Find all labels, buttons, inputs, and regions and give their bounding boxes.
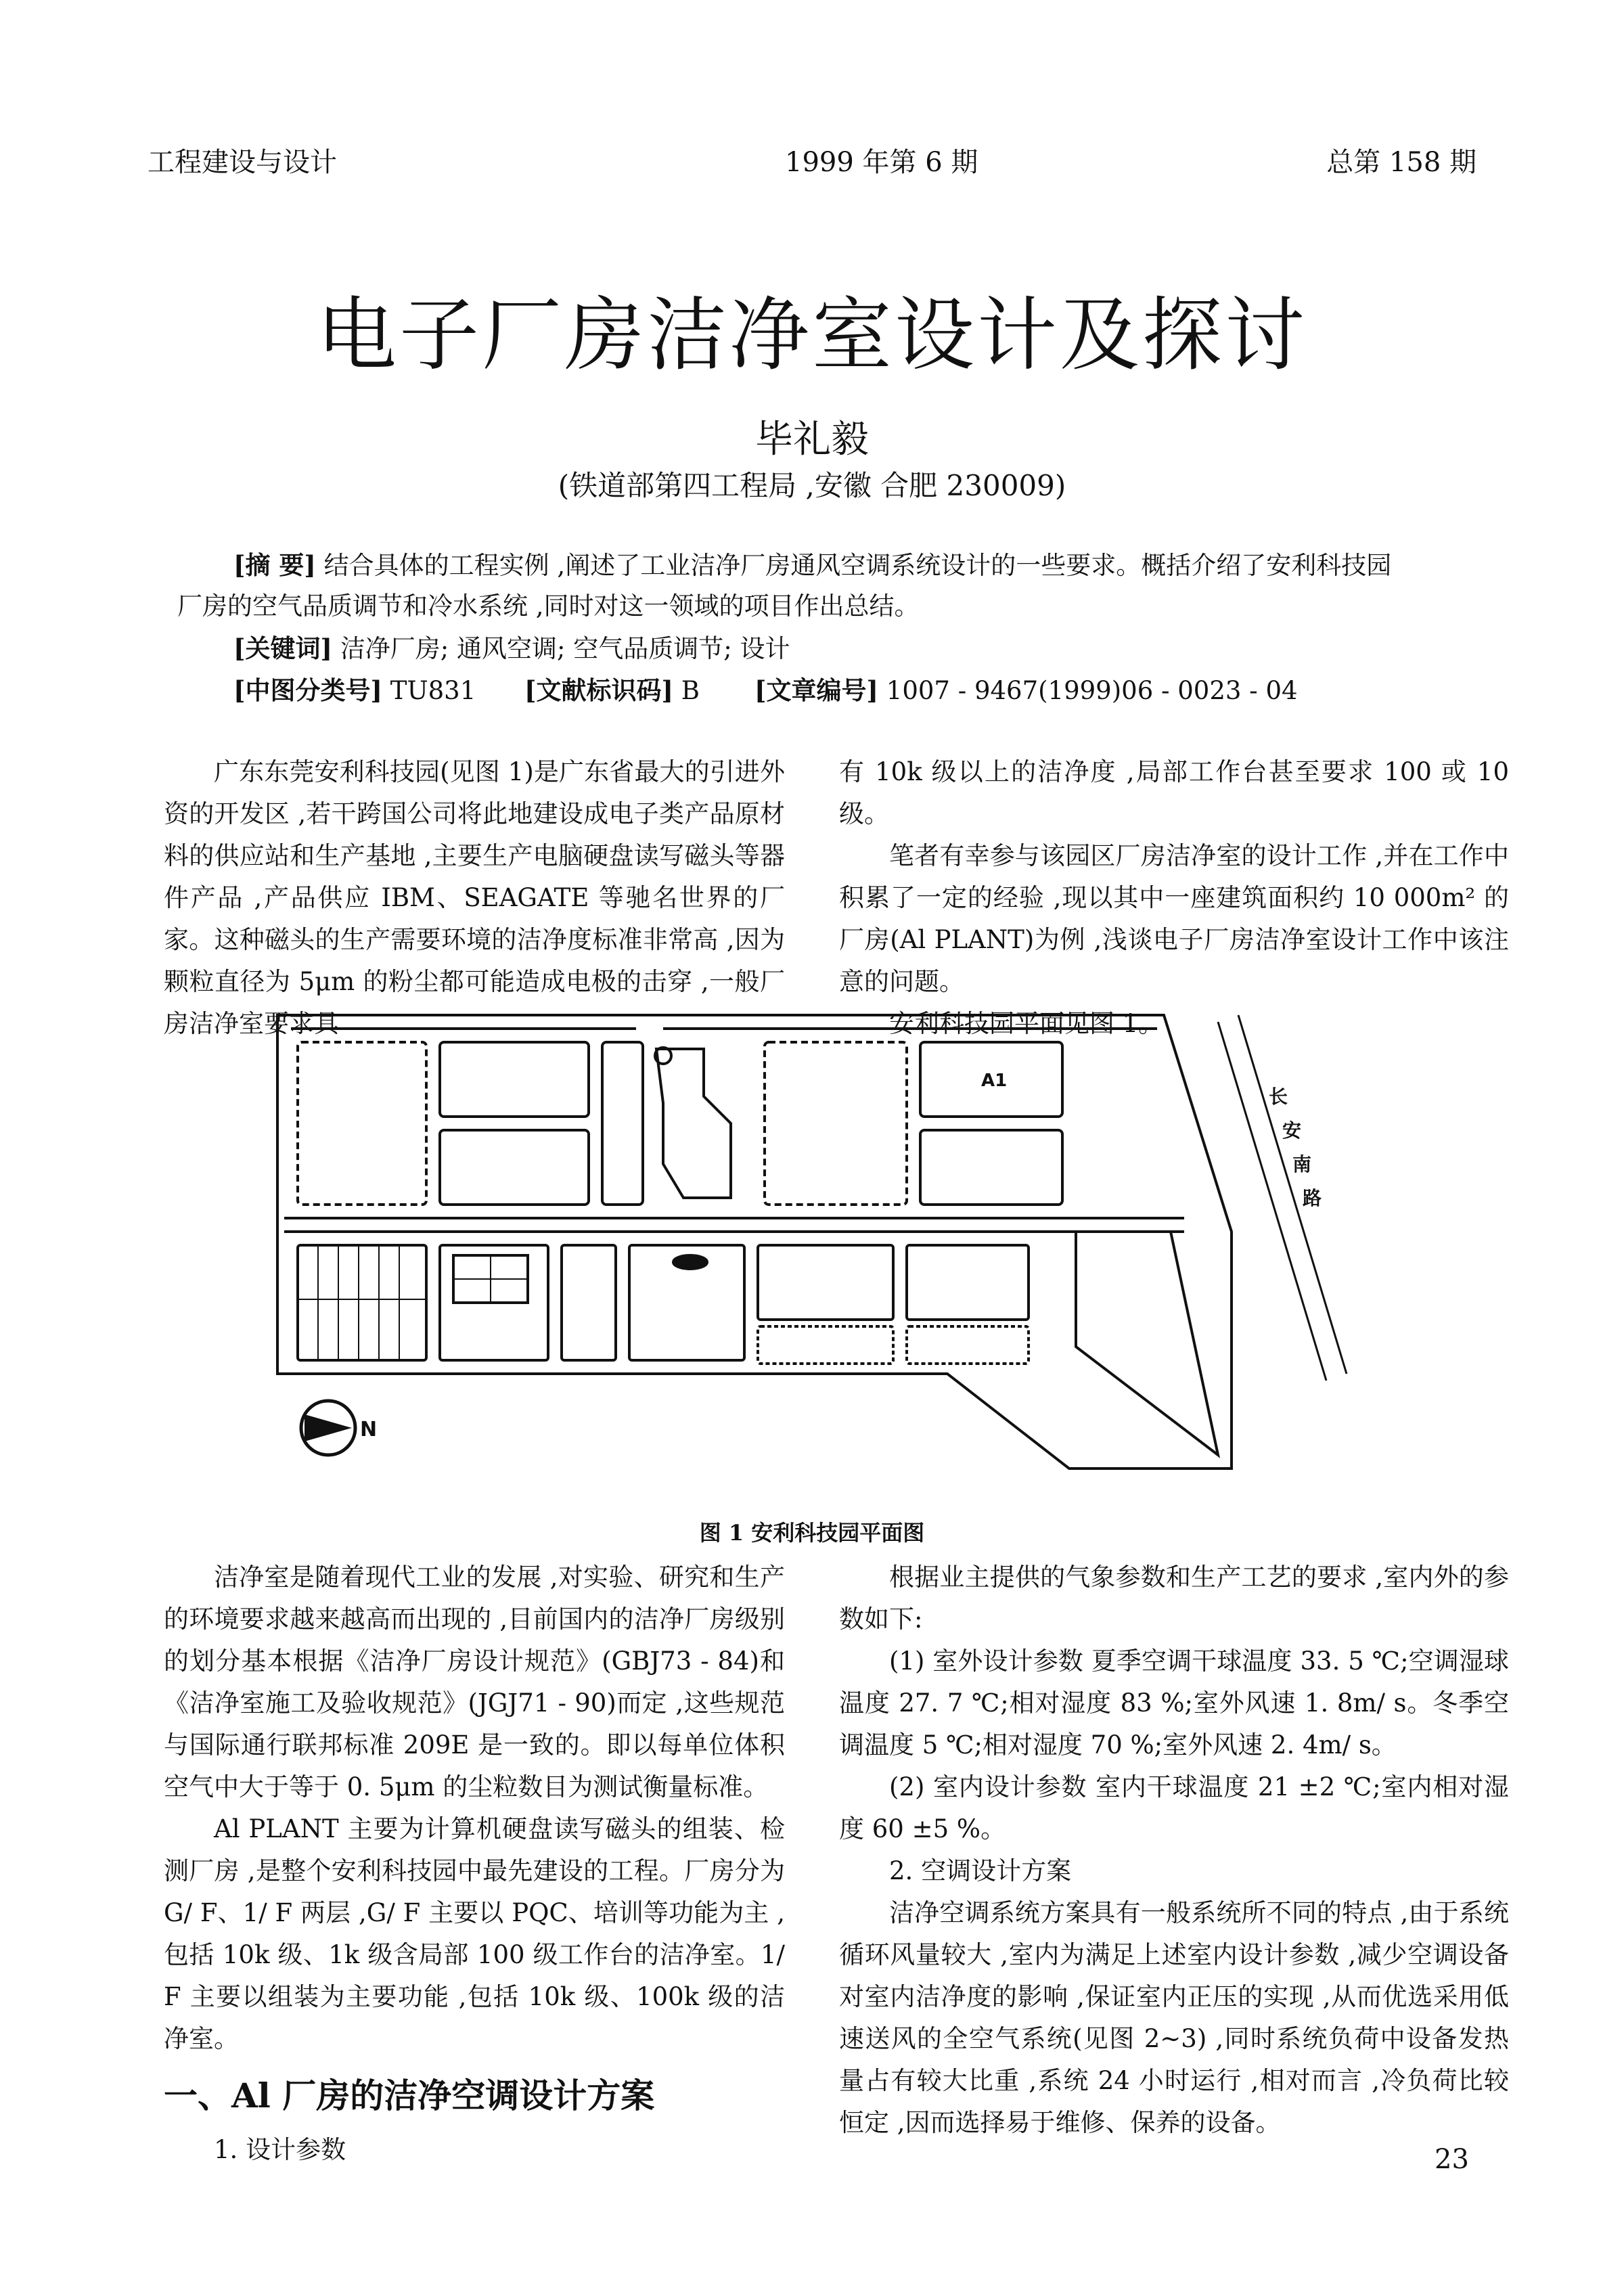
- intro-paragraph-1: 广东东莞安利科技园(见图 1)是广东省最大的引进外资的开发区 ,若干跨国公司将此地建设成电子类产品原材料的供应站和生产基地 ,主要生产电脑硬盘读写磁头等器件产品 ,产品供应 IBM、SEAGATE 等驰名世界的厂家。这种磁头的生产需要环境的洁净度标准非常高 ,因为颗粒直径为 5μm 的粉尘都可能造成电极的击穿 ,一般厂房洁净室要求具: [164, 757, 785, 1038]
- total-issue: 总第 158 期: [1326, 147, 1476, 178]
- block-lower-7: [758, 1326, 893, 1364]
- block-upper-3: [440, 1130, 589, 1205]
- ac-scheme-paragraph: 洁净空调系统方案具有一般系统所不同的特点 ,由于系统循环风量较大 ,室内为满足上述室内设计参数 ,减少空调设备对室内洁净度的影响 ,保证室内正压的实现 ,从而优选采用低速送风的全空气系统(见图 2~3) ,同时系统负荷中设备发热量占有较大比重 ,系统 24 小时运行 ,相对而言 ,冷负荷比较恒定 ,因而选择易于维修、保养的设备。: [839, 1898, 1509, 2137]
- article-id-label: [文章编号]: [754, 675, 879, 705]
- north-arrow: [301, 1401, 377, 1455]
- keywords-line: [233, 628, 790, 669]
- class-value: TU831: [382, 676, 476, 705]
- article-title: 电子厂房洁净室设计及探讨: [316, 288, 1307, 382]
- intro-paragraph-1-cont: 有 10k 级以上的洁净度 ,局部工作台甚至要求 100 或 10 级。: [839, 757, 1509, 828]
- doc-code-label: [文献标识码]: [524, 675, 674, 705]
- site-plan-figure: [271, 995, 1353, 1482]
- block-lower-5: [758, 1245, 893, 1320]
- road-char-1: 长: [1269, 1085, 1288, 1108]
- abstract-line-1: [233, 545, 1391, 586]
- road-char-4: 路: [1303, 1187, 1322, 1209]
- class-label: [中图分类号]: [233, 675, 383, 705]
- doc-code-value: B: [673, 676, 700, 705]
- pool: [673, 1255, 707, 1269]
- keywords-label: [关键词]: [233, 633, 333, 663]
- block-upper-4: [602, 1042, 643, 1205]
- block-lower-3: [562, 1245, 616, 1360]
- abstract-label: [摘 要]: [233, 550, 316, 580]
- intro-paragraph-3: 安利科技园平面见图 1。: [889, 1009, 1164, 1038]
- abstract-text-1: 结合具体的工程实例 ,阐述了工业洁净厂房通风空调系统设计的一些要求。概括介绍了安利科技园: [315, 551, 1392, 580]
- article-id-value: 1007 - 9467(1999)06 - 0023 - 04: [878, 676, 1298, 705]
- block-upper-6: [765, 1042, 907, 1205]
- section-heading: 一、Al 厂房的洁净空调设计方案: [164, 2076, 655, 2115]
- block-upper-2: [440, 1042, 589, 1117]
- author-affiliation: (铁道部第四工程局 ,安徽 合肥 230009): [558, 469, 1066, 502]
- block-upper-8: [920, 1130, 1062, 1205]
- block-lower-8: [907, 1326, 1029, 1364]
- body-right-column: [839, 1556, 1509, 2144]
- north-label: N: [360, 1418, 378, 1441]
- road-char-2: 安: [1282, 1119, 1302, 1142]
- block-lower-1: [298, 1245, 426, 1360]
- author-name: 毕礼毅: [755, 418, 869, 462]
- page-number: 23: [1435, 2144, 1469, 2175]
- doc-code-line: [524, 670, 700, 711]
- block-upper-1: [298, 1042, 426, 1205]
- block-lower-6: [907, 1245, 1029, 1320]
- body-paragraph-2: Al PLANT 主要为计算机硬盘读写磁头的组装、检测厂房 ,是整个安利科技园中最先建设的工程。厂房分为 G/ F、1/ F 两层 ,G/ F 主要以 PQC、培训等功能为主 ,包括 10k 级、1k 级含局部 100 级工作台的洁净室。1/ F 主要以组装为主要功能 ,包括 10k 级、100k 级的洁净室。: [164, 1814, 785, 2053]
- a1-label: A1: [981, 1071, 1008, 1091]
- outdoor-params: (1) 室外设计参数 夏季空调干球温度 33. 5 ℃;空调湿球温度 27. 7 ℃;相对湿度 83 %;室外风速 1. 8m/ s。冬季空调温度 5 ℃;相对湿度 70 %;室外风速 2. 4m/ s。: [839, 1646, 1509, 1760]
- road-char-3: 南: [1292, 1153, 1312, 1175]
- params-intro: 根据业主提供的气象参数和生产工艺的要求 ,室内外的参数如下:: [839, 1563, 1509, 1634]
- site-boundary: [277, 1015, 1232, 1469]
- block-upper-5: [656, 1049, 731, 1198]
- figure-caption: 图 1 安利科技园平面图: [699, 1520, 925, 1546]
- abstract-line-2: [177, 586, 920, 627]
- abstract-text-2: 厂房的空气品质调节和冷水系统 ,同时对这一领域的项目作出总结。: [177, 591, 920, 621]
- subsection-design-params: 1. 设计参数: [214, 2135, 346, 2164]
- subsection-ac-scheme: 2. 空调设计方案: [889, 1856, 1072, 1885]
- road-line-1: [1238, 1015, 1347, 1374]
- indoor-params: (2) 室内设计参数 室内干球温度 21 ±2 ℃;室内相对湿度 60 ±5 %。: [839, 1772, 1509, 1843]
- issue-number: 1999 年第 6 期: [785, 147, 978, 178]
- intro-paragraph-2: 笔者有幸参与该园区厂房洁净室的设计工作 ,并在工作中积累了一定的经验 ,现以其中一座建筑面积约 10 000m² 的厂房(Al PLANT)为例 ,浅谈电子厂房洁净室设计工作中该注意的问题。: [839, 841, 1509, 996]
- body-left-column: [164, 1556, 785, 2171]
- journal-name: 工程建设与设计: [148, 147, 337, 178]
- article-id-line: [754, 670, 1298, 711]
- block-east: [1076, 1232, 1218, 1455]
- body-paragraph-1: 洁净室是随着现代工业的发展 ,对实验、研究和生产的环境要求越来越高而出现的 ,目前国内的洁净厂房级别的划分基本根据《洁净厂房设计规范》(GBJ73 - 84)和《洁净室施工及验收规范》(JGJ71 - 90)而定 ,这些规范与国际通行联邦标准 209E 是一致的。即以每单位体积空气中大于等于 0. 5μm 的尘粒数目为测试衡量标准。: [164, 1563, 785, 1801]
- keywords-text: 洁净厂房; 通风空调; 空气品质调节; 设计: [332, 634, 790, 663]
- classification-line: [233, 670, 476, 711]
